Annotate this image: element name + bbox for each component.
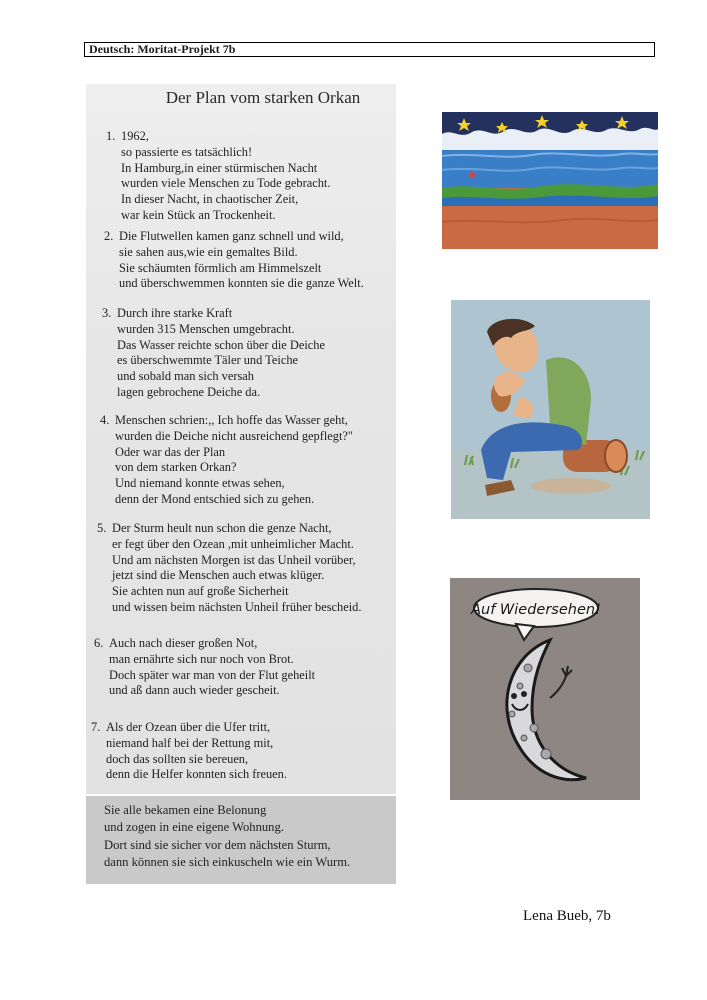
- poem-line: dann können sie sich einkuscheln wie ein Wurm.: [104, 854, 351, 869]
- poem-line: jetzt sind die Menschen auch etwas klüger.: [112, 568, 325, 583]
- poem-line: denn der Mond entschied sich zu gehen.: [115, 491, 315, 506]
- stanza-number: 5.: [97, 521, 107, 535]
- poem-line: Sie achten nun auf große Sicherheit: [112, 584, 289, 599]
- poem-line: niemand half bei der Rettung mit,: [106, 735, 274, 750]
- stanza-number: 3.: [102, 306, 112, 320]
- closing-stanza-panel: [86, 796, 396, 884]
- poem-line: doch das sollten sie bereuen,: [106, 751, 249, 766]
- poem-panel: [86, 84, 396, 794]
- poem-line: wurden 315 Menschen umgebracht.: [117, 321, 295, 336]
- poem-line: Auch nach dieser großen Not,: [109, 636, 258, 650]
- author-signature: Lena Bueb, 7b: [523, 908, 611, 924]
- illustration-person-on-log: [451, 300, 650, 519]
- poem-line: und aß dann auch wieder gescheit.: [109, 683, 280, 698]
- poem-line: Dort sind sie sicher vor dem nächsten Sturm,: [104, 837, 331, 852]
- poem-line: Die Flutwellen kamen ganz schnell und wild,: [119, 229, 344, 243]
- illustration-moon-goodbye: [450, 578, 640, 800]
- poem-line: 1962,: [121, 129, 149, 143]
- moon-speech-bubble: Auf Wiedersehen!: [471, 602, 601, 618]
- stanza-number: 6.: [94, 636, 104, 650]
- illustration-storm-sea: [442, 112, 658, 249]
- stanza-number: 4.: [100, 413, 110, 427]
- poem-line: und sobald man sich versah: [117, 369, 254, 384]
- poem-line: Sie alle bekamen eine Belonung: [104, 803, 267, 817]
- poem-line: er fegt über den Ozean ,mit unheimlicher Macht.: [112, 536, 354, 551]
- poem-line: Und niemand konnte etwas sehen,: [115, 476, 285, 491]
- poem-line: und wissen beim nächsten Unheil früher bescheid.: [112, 599, 362, 614]
- poem-line: Sie schäumten förmlich am Himmelszelt: [119, 260, 322, 275]
- poem-line: In dieser Nacht, in chaotischer Zeit,: [121, 192, 299, 207]
- poem-line: war kein Stück an Trockenheit.: [121, 207, 276, 222]
- poem-line: es überschwemmte Täler und Teiche: [117, 353, 299, 368]
- poem-line: wurden viele Menschen zu Tode gebracht.: [121, 176, 331, 191]
- poem-line: wurden die Deiche nicht ausreichend gepflegt?": [115, 428, 353, 443]
- poem-line: lagen gebrochene Deiche da.: [117, 384, 261, 399]
- stanza-number: 1.: [106, 129, 116, 143]
- poem-line: Menschen schrien:,, Ich hoffe das Wasser geht,: [115, 413, 348, 427]
- poem-line: Und am nächsten Morgen ist das Unheil vorüber,: [112, 552, 356, 567]
- poem-line: Durch ihre starke Kraft: [117, 306, 233, 320]
- poem-line: und überschwemmen konnten sie die ganze Welt.: [119, 276, 364, 291]
- poem-line: Der Sturm heult nun schon die genze Nacht,: [112, 521, 332, 535]
- poem-line: denn die Helfer konnten sich freuen.: [106, 767, 287, 782]
- poem-title: Der Plan vom starken Orkan: [165, 88, 361, 107]
- stanza-number: 7.: [91, 720, 101, 734]
- header-box: [84, 42, 655, 57]
- poem-line: sie sahen aus,wie ein gemaltes Bild.: [119, 244, 298, 259]
- poem-line: von dem starken Orkan?: [115, 460, 237, 475]
- stanza-number: 2.: [104, 229, 114, 243]
- poem-line: Das Wasser reichte schon über die Deiche: [117, 337, 325, 352]
- poem-line: In Hamburg,in einer stürmischen Nacht: [121, 160, 318, 175]
- poem-line: Doch später war man von der Flut geheilt: [109, 667, 316, 682]
- poem-line: man ernährte sich nur noch von Brot.: [109, 651, 294, 666]
- poem-line: so passierte es tatsächlich!: [121, 144, 253, 159]
- header-title: Deutsch: Moritat-Projekt 7b: [89, 42, 236, 56]
- poem-line: und zogen in eine eigene Wohnung.: [104, 820, 284, 835]
- poem-line: Als der Ozean über die Ufer tritt,: [106, 720, 271, 734]
- poem-line: Oder war das der Plan: [115, 444, 226, 459]
